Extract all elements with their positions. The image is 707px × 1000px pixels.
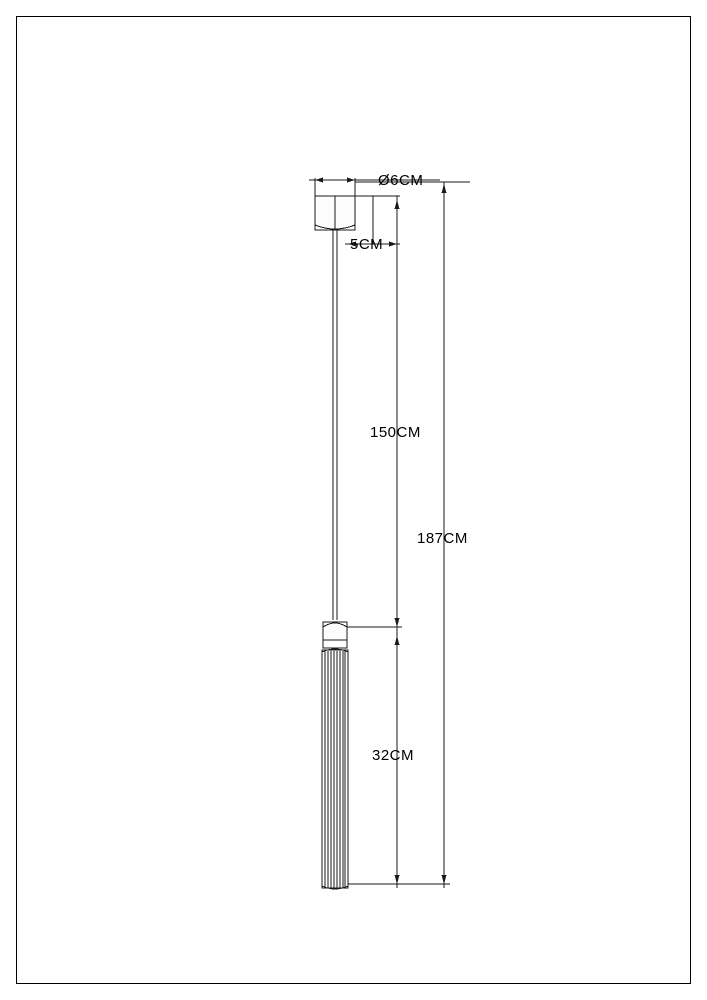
dimension-label-cord-length: 150CM: [370, 424, 421, 441]
shade-outline: [322, 650, 348, 888]
dimension-cord-arrow-bottom: [395, 618, 400, 627]
dimension-cord-arrow-top: [395, 200, 400, 209]
dimension-label-diameter: Ø6CM: [378, 172, 424, 189]
dimension-label-canopy-height: 5CM: [350, 236, 384, 253]
dimension-shade-arrow-bottom: [395, 875, 400, 884]
dimension-diameter-arrow-left: [315, 178, 323, 183]
dimension-label-shade-height: 32CM: [372, 747, 415, 764]
dimension-diameter-arrow-right: [347, 178, 355, 183]
dimension-label-total-height: 187CM: [417, 530, 468, 547]
dimension-total-arrow-top: [442, 184, 447, 193]
socket-body: [323, 622, 347, 648]
dimension-total-arrow-bottom: [442, 875, 447, 884]
dimension-shade-arrow-top: [395, 636, 400, 645]
dimension-canopy-arrow-right: [389, 242, 397, 247]
